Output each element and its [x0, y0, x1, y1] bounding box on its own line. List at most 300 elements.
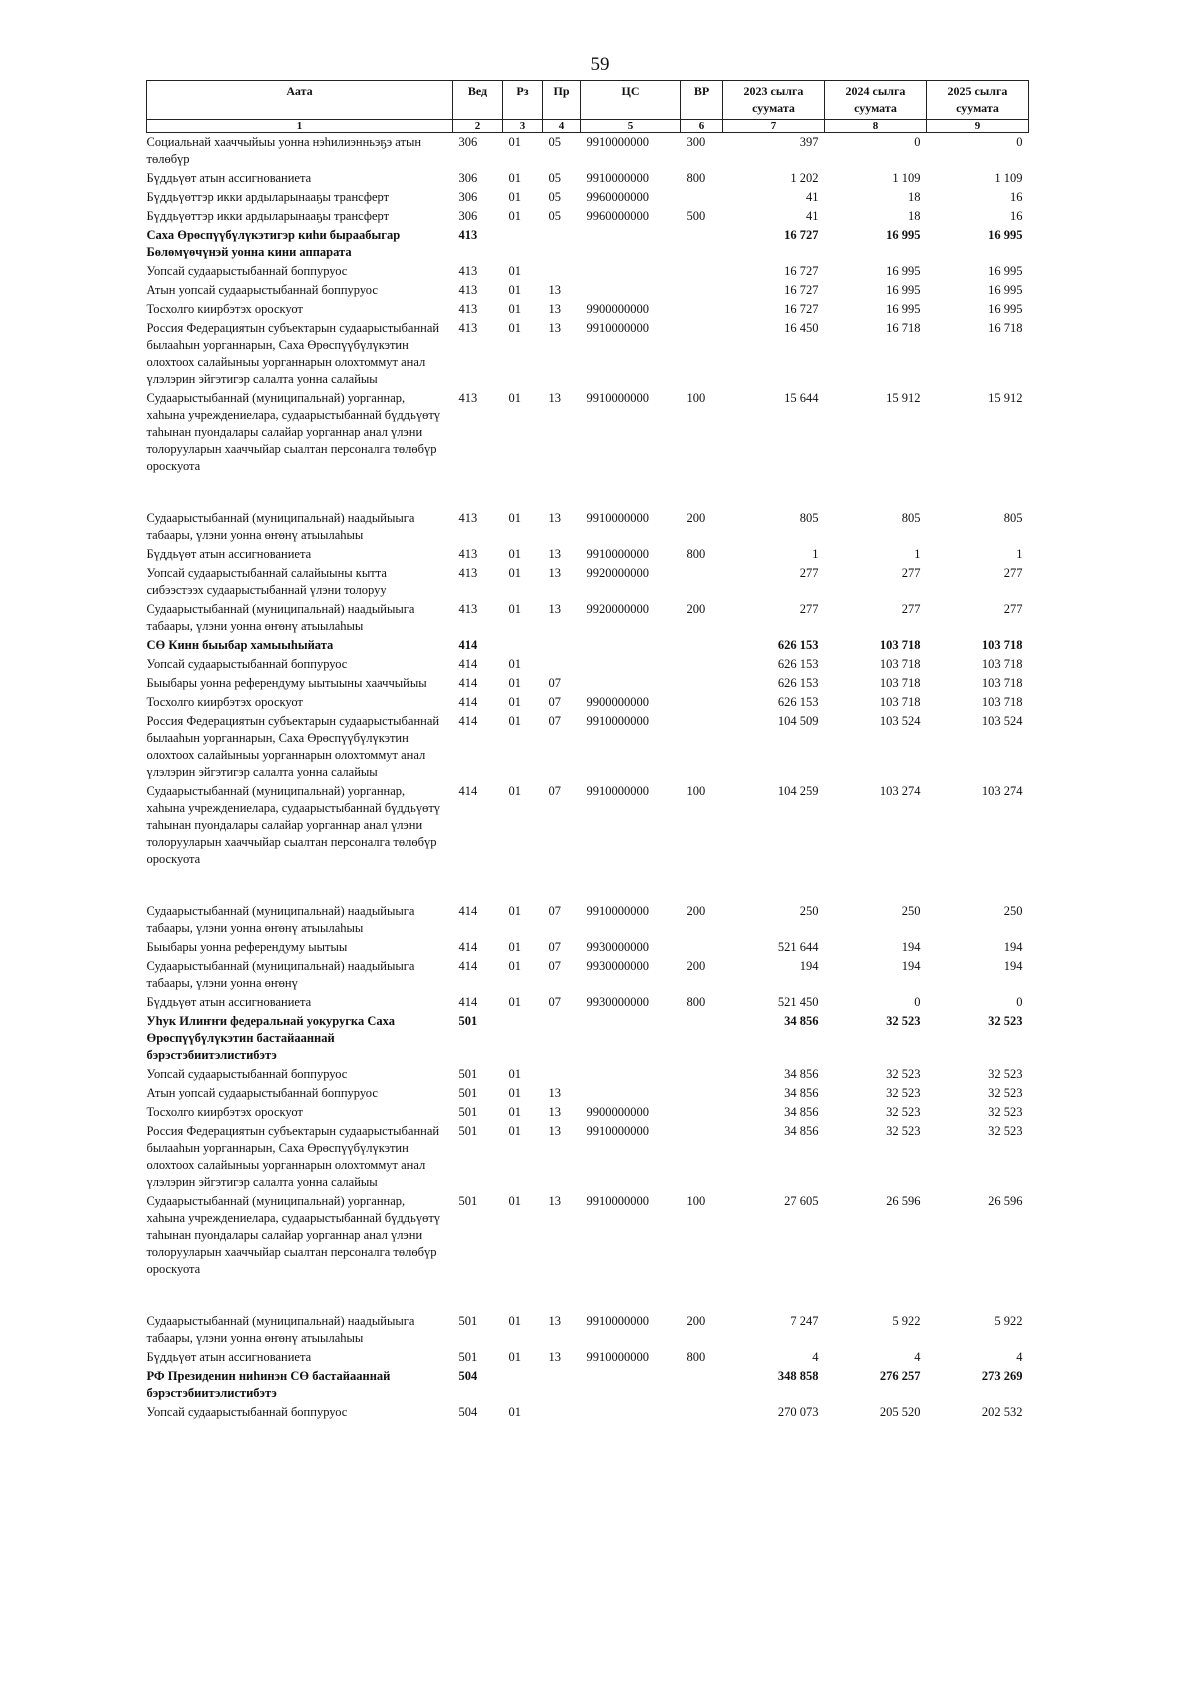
row-rz: 01 [508, 676, 521, 690]
row-name: Судаарыстыбаннай (муниципальнай) наадыйыыга табаары, үлэни уонна өҥөнү атыылаһыы [146, 904, 415, 935]
row-amount-2025: 5 922 [994, 1314, 1023, 1328]
row-amount-2025: 32 523 [988, 1124, 1023, 1138]
row-cs: 9960000000 [586, 190, 649, 204]
row-pr: 07 [548, 959, 561, 973]
row-rz: 01 [508, 959, 521, 973]
table-row [147, 226, 1029, 262]
row-ved: 414 [458, 638, 478, 652]
row-rz [503, 226, 543, 262]
row-cs: 9910000000 [586, 321, 649, 335]
row-vr: 200 [686, 1314, 706, 1328]
table-row [147, 133, 1029, 170]
row-amount-2024: 103 718 [879, 657, 921, 671]
row-cs [581, 1084, 681, 1103]
row-rz: 01 [508, 995, 521, 1009]
row-amount-2024: 16 718 [886, 321, 921, 335]
row-amount-2024: 16 995 [886, 302, 921, 316]
row-amount-2023: 277 [799, 602, 819, 616]
row-vr: 200 [686, 904, 706, 918]
table-column-numbers-row [147, 120, 1029, 133]
row-amount-2024: 1 [914, 547, 921, 561]
row-cs: 9930000000 [586, 995, 649, 1009]
row-pr: 07 [548, 676, 561, 690]
row-amount-2025: 16 995 [988, 228, 1023, 242]
row-amount-2024: 0 [914, 995, 921, 1009]
row-rz: 01 [508, 547, 521, 561]
row-ved: 306 [458, 190, 478, 204]
row-pr [543, 655, 581, 674]
row-name: Тосхолго киирбэтэх ороскуот [146, 1105, 303, 1119]
row-name: Быыбары уонна референдуму ыытыы [146, 940, 348, 954]
row-rz: 01 [508, 714, 521, 728]
row-amount-2024: 103 524 [879, 714, 921, 728]
row-rz: 01 [508, 566, 521, 580]
row-vr: 200 [686, 602, 706, 616]
row-pr: 07 [548, 995, 561, 1009]
row-ved: 413 [458, 511, 478, 525]
row-amount-2023: 16 727 [784, 283, 819, 297]
row-ved: 413 [458, 566, 478, 580]
row-vr [681, 1012, 723, 1065]
row-name: Уопсай судаарыстыбаннай боппуруос [146, 657, 348, 671]
row-ved: 501 [458, 1014, 478, 1028]
row-name: Судаарыстыбаннай (муниципальнай) наадыйыыга табаары, үлэни уонна өҥөнү [146, 959, 415, 990]
row-cs: 9900000000 [586, 1105, 649, 1119]
table-row [147, 207, 1029, 226]
column-number: 9 [927, 120, 1029, 133]
row-amount-2024: 16 995 [886, 228, 921, 242]
row-amount-2024: 18 [908, 190, 921, 204]
table-row [147, 1065, 1029, 1084]
row-pr [543, 1367, 581, 1403]
row-amount-2023: 41 [806, 209, 819, 223]
table-row [147, 188, 1029, 207]
row-amount-2024: 194 [901, 940, 921, 954]
row-vr [681, 262, 723, 281]
row-pr: 07 [548, 940, 561, 954]
row-amount-2023: 626 153 [777, 676, 819, 690]
row-rz: 01 [508, 1405, 521, 1419]
table-row [147, 674, 1029, 693]
row-vr [681, 564, 723, 600]
row-cs: 9910000000 [586, 391, 649, 405]
row-pr: 13 [548, 302, 561, 316]
row-ved: 413 [458, 264, 478, 278]
row-rz: 01 [508, 511, 521, 525]
table-row [147, 1367, 1029, 1403]
row-name: Уопсай судаарыстыбаннай боппуруос [146, 1067, 348, 1081]
row-cs [581, 281, 681, 300]
row-rz: 01 [508, 695, 521, 709]
row-pr: 13 [548, 391, 561, 405]
row-vr [681, 1122, 723, 1192]
row-vr [681, 188, 723, 207]
row-ved: 501 [458, 1067, 478, 1081]
row-pr: 05 [548, 135, 561, 149]
row-ved: 414 [458, 959, 478, 973]
row-name: Бүддьүөт атын ассигнованиета [146, 171, 312, 185]
row-ved: 501 [458, 1124, 478, 1138]
table-row [147, 636, 1029, 655]
row-name: Бүддьүөт атын ассигнованиета [146, 547, 312, 561]
row-amount-2023: 521 450 [777, 995, 819, 1009]
row-rz: 01 [508, 302, 521, 316]
row-pr: 13 [548, 566, 561, 580]
row-rz: 01 [508, 321, 521, 335]
row-vr [681, 938, 723, 957]
row-cs [581, 674, 681, 693]
row-rz: 01 [508, 190, 521, 204]
row-amount-2023: 805 [799, 511, 819, 525]
row-vr [681, 1403, 723, 1422]
row-amount-2024: 18 [908, 209, 921, 223]
column-number: 3 [503, 120, 543, 133]
row-amount-2023: 397 [799, 135, 819, 149]
row-pr: 13 [548, 1124, 561, 1138]
row-ved: 414 [458, 940, 478, 954]
row-pr [543, 636, 581, 655]
row-amount-2023: 626 153 [777, 657, 819, 671]
row-pr: 07 [548, 904, 561, 918]
row-ved: 501 [458, 1350, 478, 1364]
row-rz: 01 [508, 602, 521, 616]
row-pr: 13 [548, 283, 561, 297]
row-vr [681, 1084, 723, 1103]
row-name: Атын уопсай судаарыстыбаннай боппуруос [146, 1086, 378, 1100]
row-pr: 13 [548, 321, 561, 335]
row-rz [503, 636, 543, 655]
table-row [147, 564, 1029, 600]
row-amount-2023: 34 856 [784, 1014, 819, 1028]
row-amount-2023: 16 727 [784, 264, 819, 278]
table-row [147, 281, 1029, 300]
row-rz: 01 [508, 209, 521, 223]
row-ved: 413 [458, 228, 478, 242]
table-row [147, 1103, 1029, 1122]
row-pr: 13 [548, 1350, 561, 1364]
row-name: Бүддьүөттэр икки ардыларынааҕы трансферт [146, 190, 390, 204]
row-cs: 9910000000 [586, 714, 649, 728]
row-name: Социальнай хааччыйыы уонна нэһилиэнньэҕэ атын төлөбүр [146, 135, 422, 166]
row-vr: 500 [686, 209, 706, 223]
table-row [147, 655, 1029, 674]
row-cs: 9910000000 [586, 904, 649, 918]
row-name: Судаарыстыбаннай (муниципальнай) уорганнар, хаһына учреждениелара, судаарыстыбаннай бүддьүөтү таһынан пуондалары салайар уорганнар анал үлэни толорууларын хааччыйар сыалтан персоналга төлөбүр ороскуота [146, 784, 441, 866]
row-ved: 413 [458, 547, 478, 561]
row-vr [681, 1103, 723, 1122]
row-pr [543, 1065, 581, 1084]
column-number: 1 [147, 120, 453, 133]
row-vr: 200 [686, 511, 706, 525]
row-rz: 01 [508, 904, 521, 918]
row-ved: 501 [458, 1314, 478, 1328]
row-amount-2025: 32 523 [988, 1086, 1023, 1100]
row-amount-2025: 16 [1010, 209, 1023, 223]
row-ved: 504 [458, 1405, 478, 1419]
row-amount-2025: 16 995 [988, 302, 1023, 316]
row-ved: 501 [458, 1086, 478, 1100]
row-amount-2023: 626 153 [777, 695, 819, 709]
row-amount-2023: 34 856 [784, 1105, 819, 1119]
row-name: Быыбары уонна референдуму ыытыыны хааччыйыы [146, 676, 427, 690]
row-amount-2025: 32 523 [988, 1067, 1023, 1081]
row-amount-2025: 194 [1003, 940, 1023, 954]
row-rz: 01 [508, 1105, 521, 1119]
header-name: Аата [147, 81, 453, 120]
table-row [147, 300, 1029, 319]
row-amount-2024: 103 718 [879, 695, 921, 709]
row-ved: 413 [458, 391, 478, 405]
row-amount-2024: 250 [901, 904, 921, 918]
row-pr: 13 [548, 1105, 561, 1119]
row-name: Уопсай судаарыстыбаннай боппуруос [146, 1405, 348, 1419]
row-pr: 13 [548, 1194, 561, 1208]
row-rz: 01 [508, 391, 521, 405]
table-row [147, 1084, 1029, 1103]
row-amount-2023: 34 856 [784, 1086, 819, 1100]
header-2024: 2024 сылга суумата [825, 81, 927, 120]
row-vr [681, 636, 723, 655]
row-vr: 100 [686, 391, 706, 405]
row-vr: 200 [686, 959, 706, 973]
row-amount-2023: 104 509 [777, 714, 819, 728]
row-amount-2025: 32 523 [988, 1105, 1023, 1119]
row-rz: 01 [508, 1314, 521, 1328]
row-name: Тосхолго киирбэтэх ороскуот [146, 695, 303, 709]
row-vr: 100 [686, 1194, 706, 1208]
row-pr: 07 [548, 695, 561, 709]
row-amount-2024: 194 [901, 959, 921, 973]
table-row [147, 957, 1029, 993]
row-amount-2024: 15 912 [886, 391, 921, 405]
row-amount-2023: 521 644 [777, 940, 819, 954]
row-vr [681, 674, 723, 693]
row-name: Бүддьүөт атын ассигнованиета [146, 995, 312, 1009]
table-row [147, 600, 1029, 636]
row-pr [543, 1012, 581, 1065]
row-cs: 9920000000 [586, 566, 649, 580]
row-pr: 07 [548, 714, 561, 728]
row-amount-2025: 15 912 [988, 391, 1023, 405]
row-name: РФ Президенин ниһинэн СӨ бастайааннай бэрэстэбиитэлистибэтэ [146, 1369, 391, 1400]
header-ved: Вед [453, 81, 503, 120]
row-amount-2023: 4 [812, 1350, 819, 1364]
row-vr: 100 [686, 784, 706, 798]
row-cs [581, 1012, 681, 1065]
row-rz: 01 [508, 657, 521, 671]
row-cs: 9910000000 [586, 1194, 649, 1208]
row-ved: 414 [458, 784, 478, 798]
row-amount-2024: 277 [901, 566, 921, 580]
row-amount-2025: 202 532 [981, 1405, 1023, 1419]
row-amount-2023: 626 153 [777, 638, 819, 652]
row-vr [681, 693, 723, 712]
row-amount-2025: 1 [1016, 547, 1023, 561]
table-row [147, 712, 1029, 782]
row-amount-2024: 16 995 [886, 283, 921, 297]
row-amount-2024: 103 718 [879, 638, 921, 652]
row-name: Бүддьүөт атын ассигнованиета [146, 1350, 312, 1364]
row-name: Россия Федерациятын субъектарын судаарыстыбаннай былааһын уорганнарын, Саха Өрөспүүбүлүкэтин олохтоох салайыныы уорганнарын олохтоммут анал үлэлэрин эйгэтигэр салалта уонна салайыы [146, 321, 440, 386]
row-rz: 01 [508, 264, 521, 278]
row-pr: 05 [548, 209, 561, 223]
table-row [147, 389, 1029, 509]
row-amount-2023: 194 [799, 959, 819, 973]
row-vr [681, 1367, 723, 1403]
row-name: Тосхолго киирбэтэх ороскуот [146, 302, 303, 316]
row-amount-2025: 273 269 [981, 1369, 1023, 1383]
row-amount-2024: 805 [901, 511, 921, 525]
row-name: Судаарыстыбаннай (муниципальнай) наадыйыыга табаары, үлэни уонна өҥөнү атыылаһыы [146, 602, 415, 633]
row-amount-2024: 4 [914, 1350, 921, 1364]
row-ved: 414 [458, 657, 478, 671]
row-amount-2025: 4 [1016, 1350, 1023, 1364]
row-name: Россия Федерациятын субъектарын судаарыстыбаннай былааһын уорганнарын, Саха Өрөспүүбүлүкэтин олохтоох салайыныы уорганнарын олохтоммут анал үлэлэрин эйгэтигэр салалта уонна салайыы [146, 1124, 440, 1189]
row-name: СӨ Кинн быыбар хамыыһыйата [146, 638, 334, 652]
table-row [147, 319, 1029, 389]
row-rz [503, 1367, 543, 1403]
row-amount-2025: 1 109 [994, 171, 1023, 185]
row-pr: 05 [548, 171, 561, 185]
row-amount-2024: 1 109 [892, 171, 921, 185]
row-amount-2025: 103 524 [981, 714, 1023, 728]
page-number: 59 [590, 54, 610, 75]
table-row [147, 1012, 1029, 1065]
row-amount-2024: 276 257 [879, 1369, 921, 1383]
row-cs: 9910000000 [586, 511, 649, 525]
row-rz: 01 [508, 135, 521, 149]
row-ved: 413 [458, 283, 478, 297]
header-pr: Пр [543, 81, 581, 120]
row-amount-2024: 277 [901, 602, 921, 616]
row-pr: 07 [548, 784, 561, 798]
row-cs: 9930000000 [586, 959, 649, 973]
row-amount-2023: 250 [799, 904, 819, 918]
row-ved: 306 [458, 135, 478, 149]
row-amount-2023: 104 259 [777, 784, 819, 798]
row-pr: 13 [548, 1086, 561, 1100]
row-pr: 13 [548, 1314, 561, 1328]
row-pr: 05 [548, 190, 561, 204]
row-ved: 414 [458, 695, 478, 709]
row-amount-2024: 26 596 [886, 1194, 921, 1208]
header-2023: 2023 сылга суумата [723, 81, 825, 120]
header-rz: Рз [503, 81, 543, 120]
row-amount-2023: 277 [799, 566, 819, 580]
column-number: 8 [825, 120, 927, 133]
table-row [147, 1122, 1029, 1192]
row-ved: 414 [458, 714, 478, 728]
table-row [147, 509, 1029, 545]
row-ved: 414 [458, 995, 478, 1009]
row-vr [681, 319, 723, 389]
row-vr [681, 655, 723, 674]
row-amount-2023: 348 858 [777, 1369, 819, 1383]
row-cs: 9910000000 [586, 1124, 649, 1138]
row-amount-2025: 103 718 [981, 638, 1023, 652]
row-vr: 800 [686, 995, 706, 1009]
row-rz: 01 [508, 1350, 521, 1364]
row-cs: 9930000000 [586, 940, 649, 954]
row-amount-2025: 103 718 [981, 657, 1023, 671]
column-number: 7 [723, 120, 825, 133]
row-ved: 501 [458, 1105, 478, 1119]
row-cs: 9960000000 [586, 209, 649, 223]
row-ved: 413 [458, 302, 478, 316]
row-amount-2025: 16 995 [988, 283, 1023, 297]
row-amount-2023: 15 644 [784, 391, 819, 405]
row-cs [581, 1403, 681, 1422]
row-amount-2023: 16 450 [784, 321, 819, 335]
row-cs [581, 655, 681, 674]
row-vr: 300 [686, 135, 706, 149]
row-name: Судаарыстыбаннай (муниципальнай) наадыйыыга табаары, үлэни уонна өҥөнү атыылаһыы [146, 1314, 415, 1345]
table-header-row [147, 81, 1029, 120]
row-cs: 9910000000 [586, 1314, 649, 1328]
row-amount-2025: 0 [1016, 135, 1023, 149]
row-amount-2025: 16 718 [988, 321, 1023, 335]
row-pr: 13 [548, 602, 561, 616]
row-amount-2025: 194 [1003, 959, 1023, 973]
row-cs [581, 262, 681, 281]
table-row [147, 993, 1029, 1012]
row-amount-2025: 103 718 [981, 676, 1023, 690]
budget-table [146, 80, 1029, 1422]
row-cs: 9910000000 [586, 547, 649, 561]
table-row [147, 782, 1029, 902]
row-amount-2025: 16 995 [988, 264, 1023, 278]
row-name: Бүддьүөттэр икки ардыларынааҕы трансферт [146, 209, 390, 223]
row-amount-2023: 34 856 [784, 1067, 819, 1081]
table-row [147, 1348, 1029, 1367]
row-amount-2025: 26 596 [988, 1194, 1023, 1208]
row-name: Уһук Илиҥҥи федеральнай уокуругка Саха Өрөспүүбүлүкэтин бастайааннай бэрэстэбиитэлистибэтэ [146, 1014, 395, 1062]
row-name: Судаарыстыбаннай (муниципальнай) уорганнар, хаһына учреждениелара, судаарыстыбаннай бүддьүөтү таһынан пуондалары салайар уорганнар анал үлэни толорууларын хааччыйар сыалтан персоналга төлөбүр ороскуота [146, 1194, 441, 1276]
table-row [147, 545, 1029, 564]
row-pr: 13 [548, 511, 561, 525]
row-name: Судаарыстыбаннай (муниципальнай) уорганнар, хаһына учреждениелара, судаарыстыбаннай бүддьүөтү таһынан пуондалары салайар уорганнар анал үлэни толорууларын хааччыйар сыалтан персоналга төлөбүр ороскуота [146, 391, 441, 473]
row-name: Россия Федерациятын субъектарын судаарыстыбаннай былааһын уорганнарын, Саха Өрөспүүбүлүкэтин олохтоох салайыныы уорганнарын олохтоммут анал үлэлэрин эйгэтигэр салалта уонна салайыы [146, 714, 440, 779]
row-ved: 413 [458, 321, 478, 335]
row-amount-2023: 1 202 [790, 171, 819, 185]
row-cs [581, 1367, 681, 1403]
column-number: 6 [681, 120, 723, 133]
row-amount-2024: 5 922 [892, 1314, 921, 1328]
row-vr: 800 [686, 547, 706, 561]
row-rz: 01 [508, 1086, 521, 1100]
table-row [147, 262, 1029, 281]
row-amount-2024: 32 523 [886, 1105, 921, 1119]
row-amount-2023: 1 [812, 547, 819, 561]
row-amount-2024: 16 995 [886, 264, 921, 278]
row-cs: 9910000000 [586, 1350, 649, 1364]
row-rz: 01 [508, 1194, 521, 1208]
row-amount-2023: 270 073 [777, 1405, 819, 1419]
row-rz: 01 [508, 1124, 521, 1138]
row-amount-2025: 103 274 [981, 784, 1023, 798]
table-row [147, 1312, 1029, 1348]
row-amount-2023: 27 605 [784, 1194, 819, 1208]
row-ved: 501 [458, 1194, 478, 1208]
row-amount-2024: 0 [914, 135, 921, 149]
row-ved: 306 [458, 171, 478, 185]
row-vr: 800 [686, 171, 706, 185]
row-cs [581, 1065, 681, 1084]
row-amount-2024: 103 274 [879, 784, 921, 798]
column-number: 2 [453, 120, 503, 133]
row-vr [681, 281, 723, 300]
row-name: Саха Өрөспүүбүлүкэтигэр киһи быраабыгар Бөлөмүөчүнэй уонна кини аппарата [146, 228, 401, 259]
